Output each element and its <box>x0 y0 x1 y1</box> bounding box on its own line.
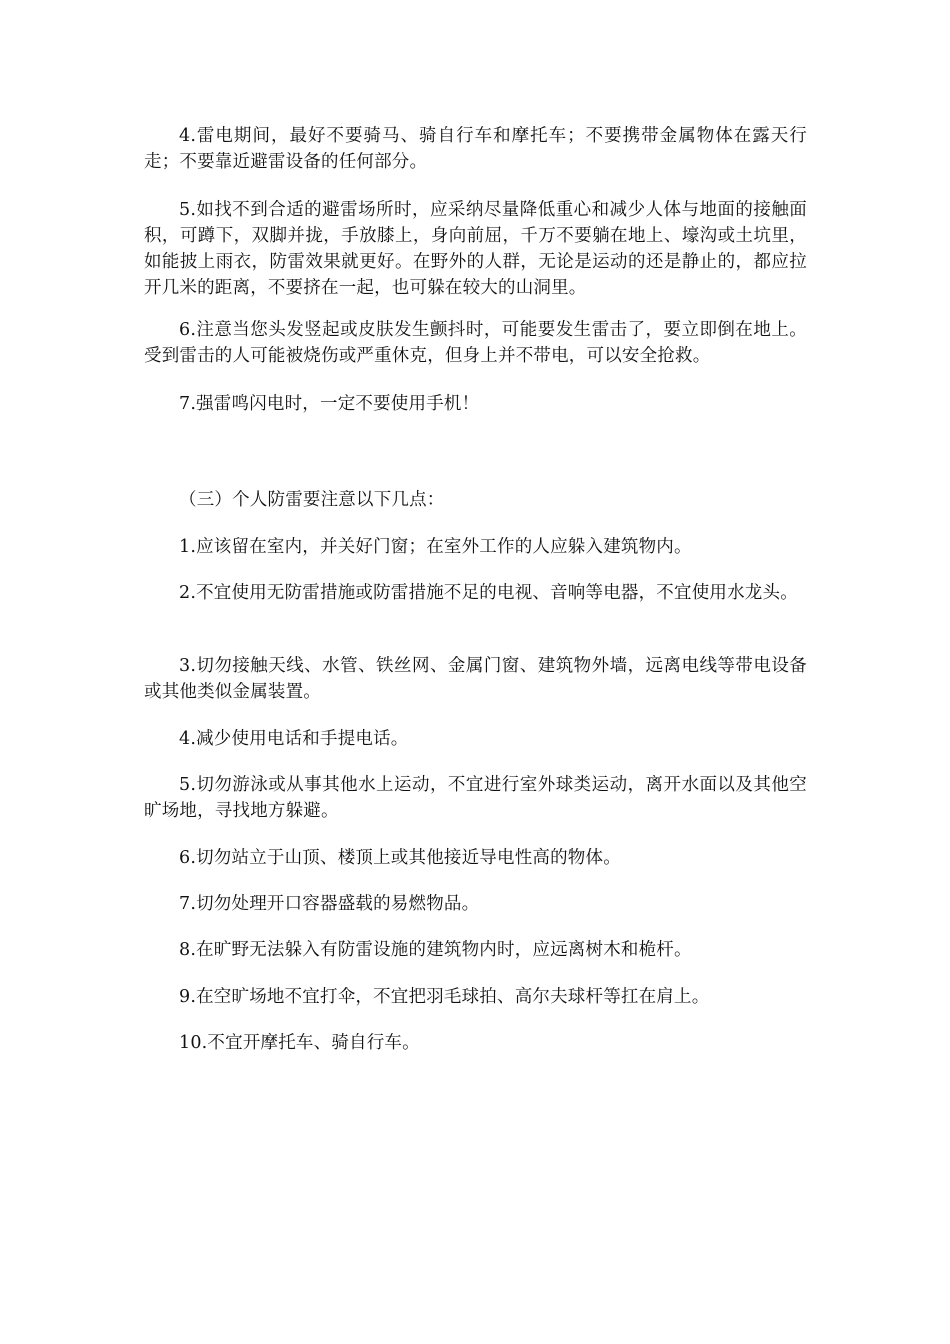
paragraph-b7: 7.切勿处理开口容器盛载的易燃物品。 <box>179 894 480 914</box>
paragraph-a6: 6.注意当您头发竖起或皮肤发生颤抖时，可能要发生雷击了，要立即倒在地上。受到雷击的人可能被烧伤或严重休克，但身上并不带电，可以安全抢救。 <box>144 320 807 366</box>
paragraph-b2: 2.不宜使用无防雷措施或防雷措施不足的电视、音响等电器，不宜使用水龙头。 <box>179 583 798 603</box>
paragraph-b8: 8.在旷野无法躲入有防雷设施的建筑物内时，应远离树木和桅杆。 <box>179 940 692 960</box>
paragraph-b1: 1.应该留在室内，并关好门窗；在室外工作的人应躲入建筑物内。 <box>179 537 692 557</box>
section-heading: （三）个人防雷要注意以下几点： <box>179 490 445 510</box>
paragraph-a5: 5.如找不到合适的避雷场所时，应采纳尽量降低重心和减少人体与地面的接触面积，可蹲下，双脚并拢，手放膝上，身向前屈，千万不要躺在地上、壕沟或土坑里，如能披上雨衣，防雷效果就更好。在野外的人群，无论是运动的还是静止的，都应拉开几米的距离，不要挤在一起，也可躲在较大的山洞里。 <box>144 200 807 298</box>
paragraph-b9: 9.在空旷场地不宜打伞，不宜把羽毛球拍、高尔夫球杆等扛在肩上。 <box>179 987 710 1007</box>
paragraph-a7: 7.强雷鸣闪电时，一定不要使用手机！ <box>179 394 480 414</box>
paragraph-b10: 10.不宜开摩托车、骑自行车。 <box>179 1033 420 1053</box>
paragraph-a4: 4.雷电期间，最好不要骑马、骑自行车和摩托车；不要携带金属物体在露天行走；不要靠近避雷设备的任何部分。 <box>144 126 807 172</box>
paragraph-b3: 3.切勿接触天线、水管、铁丝网、金属门窗、建筑物外墙，远离电线等带电设备或其他类似金属装置。 <box>144 656 807 702</box>
paragraph-b4: 4.减少使用电话和手提电话。 <box>179 729 409 749</box>
paragraph-b6: 6.切勿站立于山顶、楼顶上或其他接近导电性高的物体。 <box>179 848 621 868</box>
paragraph-b5: 5.切勿游泳或从事其他水上运动，不宜进行室外球类运动，离开水面以及其他空旷场地，寻找地方躲避。 <box>144 775 807 821</box>
